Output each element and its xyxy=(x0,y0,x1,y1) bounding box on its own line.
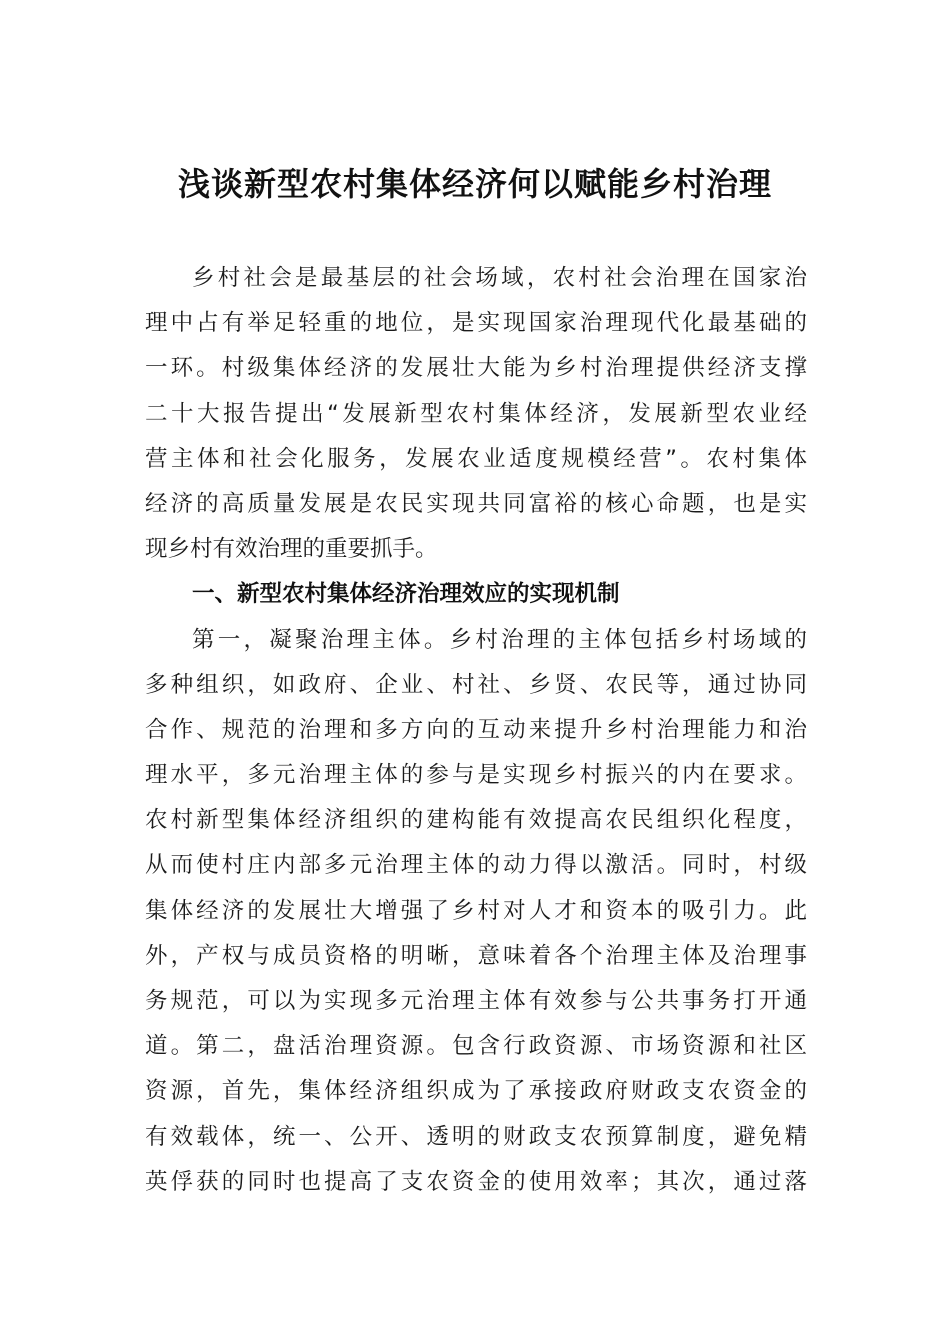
text-line: 外，产权与成员资格的明晰，意味着各个治理主体及治理事 xyxy=(145,942,807,969)
text-line: 理水平，多元治理主体的参与是实现乡村振兴的内在要求。 xyxy=(145,762,807,789)
document-title: 浅谈新型农村集体经济何以赋能乡村治理 xyxy=(177,165,772,203)
text-line: 经济的高质量发展是农民实现共同富裕的核心命题，也是实 xyxy=(145,490,807,517)
text-line: 营主体和社会化服务，发展农业适度规模经营”。农村集体 xyxy=(145,445,807,472)
text-line: 有效载体，统一、公开、透明的财政支农预算制度，避免精 xyxy=(145,1123,807,1150)
text-line: 第一，凝聚治理主体。乡村治理的主体包括乡村场域的 xyxy=(192,626,807,653)
text-line: 道。第二，盘活治理资源。包含行政资源、市场资源和社区 xyxy=(145,1033,807,1060)
text-line: 资源，首先，集体经济组织成为了承接政府财政支农资金的 xyxy=(145,1078,807,1105)
text-line: 英俘获的同时也提高了支农资金的使用效率；其次，通过落 xyxy=(145,1168,807,1195)
text-line: 一环。村级集体经济的发展壮大能为乡村治理提供经济支撑 xyxy=(145,355,807,382)
text-line: 务规范，可以为实现多元治理主体有效参与公共事务打开通 xyxy=(145,988,807,1014)
text-line: 乡村社会是最基层的社会场域，农村社会治理在国家治 xyxy=(192,265,807,291)
text-line: 多种组织，如政府、企业、村社、乡贤、农民等，通过协同 xyxy=(145,671,807,698)
document-body xyxy=(145,256,807,1205)
text-line: 集体经济的发展壮大增强了乡村对人才和资本的吸引力。此 xyxy=(145,897,807,924)
text-line: 理中占有举足轻重的地位，是实现国家治理现代化最基础的 xyxy=(145,310,807,337)
text-line: 现乡村有效治理的重要抓手。 xyxy=(145,536,438,563)
text-line: 从而使村庄内部多元治理主体的动力得以激活。同时，村级 xyxy=(145,852,807,879)
section-heading: 一、新型农村集体经济治理效应的实现机制 xyxy=(192,581,620,608)
text-line: 农村新型集体经济组织的建构能有效提高农民组织化程度， xyxy=(145,807,807,834)
text-line: 二十大报告提出“发展新型农村集体经济，发展新型农业经 xyxy=(145,400,807,427)
text-line: 合作、规范的治理和多方向的互动来提升乡村治理能力和治 xyxy=(145,716,807,743)
